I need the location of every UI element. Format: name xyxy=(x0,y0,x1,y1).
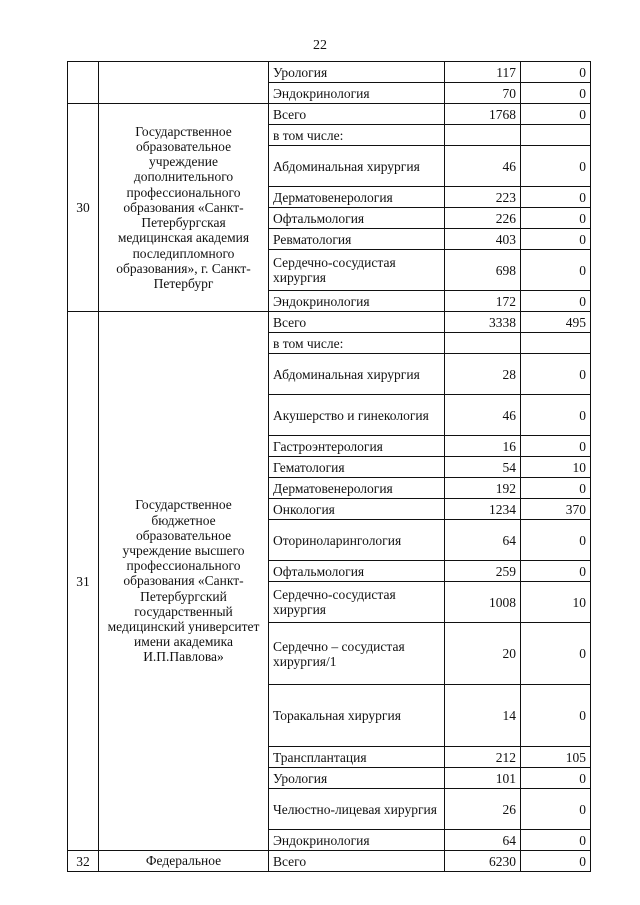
quota-total-cell: 20 xyxy=(445,623,521,685)
quota-total-cell: 192 xyxy=(445,478,521,499)
quota-extra-cell: 0 xyxy=(521,478,591,499)
quota-total-cell: 1234 xyxy=(445,499,521,520)
quota-extra-cell: 0 xyxy=(521,354,591,395)
table-row xyxy=(68,851,591,872)
specialty-cell: Офтальмология xyxy=(269,208,445,229)
organization-cell: Государственное образовательное учреждение дополнительного профессионального образования «Санкт-Петербургская медицинская академия последипломного образования», г. Санкт-Петербург xyxy=(99,104,269,312)
quota-extra-cell: 105 xyxy=(521,747,591,768)
specialty-cell: Дерматовенерология xyxy=(269,478,445,499)
specialty-cell: Челюстно-лицевая хирургия xyxy=(269,789,445,830)
quota-table xyxy=(67,61,591,872)
quota-total-cell: 212 xyxy=(445,747,521,768)
quota-total-cell: 172 xyxy=(445,291,521,312)
quota-extra-cell: 0 xyxy=(521,685,591,747)
quota-total-cell: 698 xyxy=(445,250,521,291)
organization-cell: Государственное бюджетное образовательное учреждение высшего профессионального образования «Санкт-Петербургский государственный медицинский университет имени академика И.П.Павлова» xyxy=(99,312,269,851)
quota-total-cell: 1008 xyxy=(445,582,521,623)
organization-cell xyxy=(99,62,269,104)
quota-total-cell: 16 xyxy=(445,436,521,457)
quota-total-cell: 223 xyxy=(445,187,521,208)
quota-extra-cell: 0 xyxy=(521,395,591,436)
quota-extra-cell: 0 xyxy=(521,291,591,312)
quota-total-cell: 259 xyxy=(445,561,521,582)
quota-extra-cell: 0 xyxy=(521,436,591,457)
table-row xyxy=(68,104,591,125)
quota-extra-cell: 0 xyxy=(521,62,591,83)
specialty-cell: Абдоминальная хирургия xyxy=(269,354,445,395)
specialty-cell: Всего xyxy=(269,312,445,333)
quota-extra-cell: 0 xyxy=(521,561,591,582)
specialty-cell: Ревматология xyxy=(269,229,445,250)
quota-total-cell: 70 xyxy=(445,83,521,104)
specialty-cell: Всего xyxy=(269,104,445,125)
quota-extra-cell xyxy=(521,333,591,354)
quota-extra-cell: 0 xyxy=(521,229,591,250)
specialty-cell: Дерматовенерология xyxy=(269,187,445,208)
specialty-cell: Эндокринология xyxy=(269,830,445,851)
quota-total-cell: 1768 xyxy=(445,104,521,125)
table-body xyxy=(68,62,591,872)
specialty-cell: Акушерство и гинекология xyxy=(269,395,445,436)
quota-extra-cell: 0 xyxy=(521,187,591,208)
specialty-cell: Сердечно – сосудистая хирургия/1 xyxy=(269,623,445,685)
quota-extra-cell: 0 xyxy=(521,768,591,789)
quota-extra-cell: 10 xyxy=(521,457,591,478)
quota-total-cell xyxy=(445,125,521,146)
organization-cell: Федеральное xyxy=(99,851,269,872)
quota-extra-cell: 495 xyxy=(521,312,591,333)
specialty-cell: Эндокринология xyxy=(269,291,445,312)
quota-total-cell: 64 xyxy=(445,830,521,851)
quota-total-cell: 403 xyxy=(445,229,521,250)
quota-extra-cell: 0 xyxy=(521,83,591,104)
quota-extra-cell: 0 xyxy=(521,520,591,561)
quota-extra-cell: 10 xyxy=(521,582,591,623)
specialty-cell: Сердечно-сосудистая хирургия xyxy=(269,250,445,291)
quota-total-cell: 101 xyxy=(445,768,521,789)
quota-total-cell: 54 xyxy=(445,457,521,478)
quota-total-cell: 46 xyxy=(445,146,521,187)
quota-total-cell: 26 xyxy=(445,789,521,830)
specialty-cell: в том числе: xyxy=(269,125,445,146)
quota-total-cell: 46 xyxy=(445,395,521,436)
quota-extra-cell xyxy=(521,125,591,146)
specialty-cell: Онкология xyxy=(269,499,445,520)
row-number-cell: 31 xyxy=(68,312,99,851)
quota-extra-cell: 0 xyxy=(521,830,591,851)
specialty-cell: Оториноларингология xyxy=(269,520,445,561)
quota-extra-cell: 0 xyxy=(521,789,591,830)
quota-total-cell: 117 xyxy=(445,62,521,83)
quota-extra-cell: 0 xyxy=(521,250,591,291)
quota-extra-cell: 0 xyxy=(521,208,591,229)
specialty-cell: в том числе: xyxy=(269,333,445,354)
specialty-cell: Всего xyxy=(269,851,445,872)
row-number-cell: 32 xyxy=(68,851,99,872)
page-number: 22 xyxy=(313,38,327,53)
quota-extra-cell: 0 xyxy=(521,104,591,125)
quota-total-cell: 28 xyxy=(445,354,521,395)
quota-total-cell: 3338 xyxy=(445,312,521,333)
quota-extra-cell: 0 xyxy=(521,146,591,187)
specialty-cell: Торакальная хирургия xyxy=(269,685,445,747)
row-number-cell: 30 xyxy=(68,104,99,312)
specialty-cell: Урология xyxy=(269,62,445,83)
quota-total-cell: 64 xyxy=(445,520,521,561)
specialty-cell: Гематология xyxy=(269,457,445,478)
quota-total-cell: 6230 xyxy=(445,851,521,872)
row-number-cell xyxy=(68,62,99,104)
quota-extra-cell: 0 xyxy=(521,623,591,685)
table-row xyxy=(68,62,591,83)
quota-total-cell xyxy=(445,333,521,354)
quota-extra-cell: 0 xyxy=(521,851,591,872)
quota-extra-cell: 370 xyxy=(521,499,591,520)
specialty-cell: Гастроэнтерология xyxy=(269,436,445,457)
specialty-cell: Трансплантация xyxy=(269,747,445,768)
quota-total-cell: 14 xyxy=(445,685,521,747)
specialty-cell: Урология xyxy=(269,768,445,789)
specialty-cell: Абдоминальная хирургия xyxy=(269,146,445,187)
quota-total-cell: 226 xyxy=(445,208,521,229)
specialty-cell: Эндокринология xyxy=(269,83,445,104)
table-row xyxy=(68,312,591,333)
specialty-cell: Офтальмология xyxy=(269,561,445,582)
specialty-cell: Сердечно-сосудистая хирургия xyxy=(269,582,445,623)
